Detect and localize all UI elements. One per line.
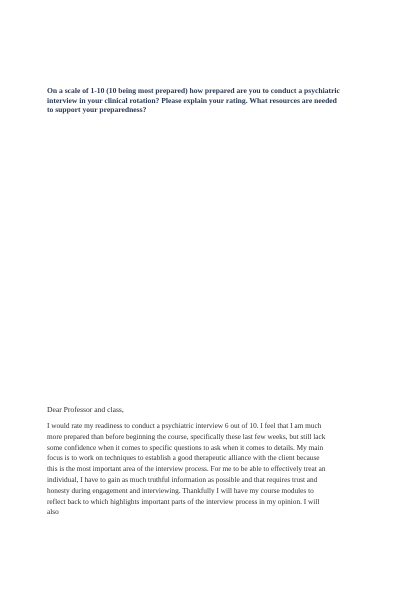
answer-line: honesty during engagement and interviewing. Thankfully I will have my course modules to [47, 485, 314, 495]
question-line: interview in your clinical rotation? Please explain your rating. What resources are needed [47, 95, 337, 105]
answer-line: I would rate my readiness to conduct a psychiatric interview 6 out of 10. I feel that I am much [47, 421, 322, 430]
answer-line: this is the most important area of the interview process. For me to be able to effectively treat an [47, 464, 326, 474]
answer-line: some confidence when it comes to specific questions to ask when it comes to details. My main [47, 442, 324, 452]
question-line: On a scale of 1-10 (10 being most prepared) how prepared are you to conduct a psychiatric [47, 86, 340, 95]
answer-line: more prepared than before beginning the course, specifically these last few weeks, but still lack [47, 431, 326, 441]
answer-line: focus is to work on techniques to establish a good therapeutic alliance with the client because [47, 453, 320, 463]
answer-paragraph [47, 421, 358, 518]
question-line: to support your preparedness? [47, 105, 147, 115]
answer-line: individual, I have to gain as much truthful information as possible and that requires trust and [47, 474, 318, 484]
salutation: Dear Professor and class, [47, 405, 124, 414]
question-prompt [47, 86, 357, 115]
answer-line: also [47, 507, 59, 517]
answer-line: reflect back to which highlights important parts of the interview process in my opinion. I will [47, 496, 320, 506]
